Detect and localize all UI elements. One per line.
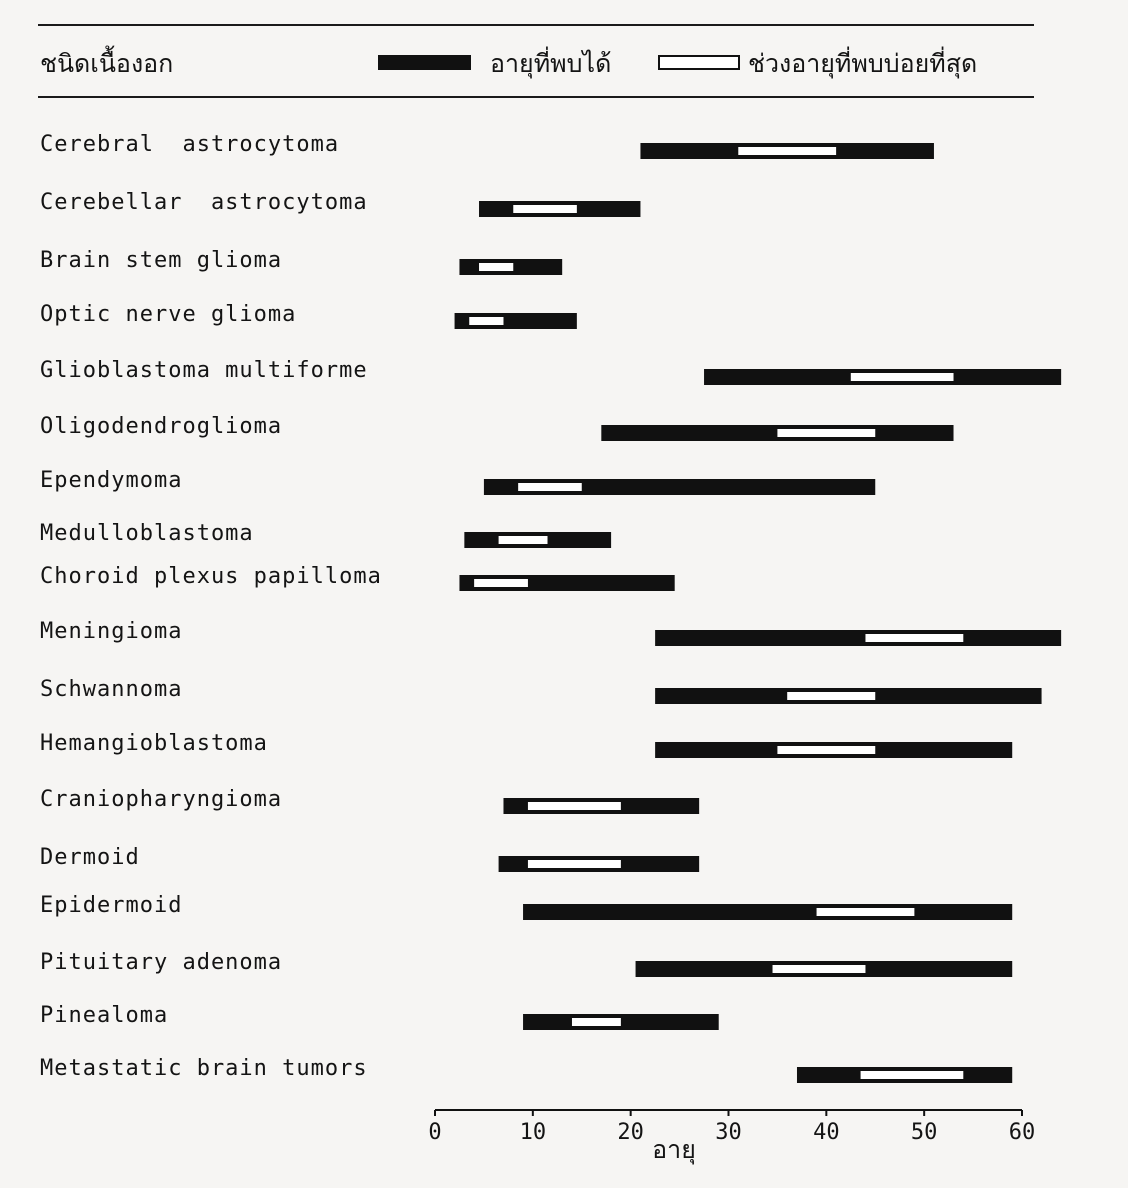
category-label: Pituitary adenoma bbox=[40, 950, 283, 975]
common-age-bar bbox=[513, 205, 577, 213]
range-bar bbox=[523, 904, 1012, 920]
common-age-bar bbox=[851, 373, 954, 381]
common-age-bar bbox=[469, 317, 503, 325]
category-label: Brain stem glioma bbox=[40, 248, 283, 273]
legend-range-label: อายุที่พบได้ bbox=[490, 49, 612, 78]
x-axis-title: อายุ bbox=[652, 1135, 696, 1164]
common-age-bar bbox=[479, 263, 513, 271]
category-label: Choroid plexus papilloma bbox=[40, 564, 382, 589]
legend-common-label: ช่วงอายุที่พบบ่อยที่สุด bbox=[748, 49, 978, 78]
common-age-bar bbox=[861, 1071, 964, 1079]
category-label: Craniopharyngioma bbox=[40, 787, 283, 812]
x-tick-label: 20 bbox=[617, 1120, 644, 1145]
common-age-bar bbox=[738, 147, 836, 155]
common-age-bar bbox=[787, 692, 875, 700]
category-label: Glioblastoma multiforme bbox=[40, 358, 368, 383]
category-label: Ependymoma bbox=[40, 468, 183, 493]
category-label: Oligodendroglioma bbox=[40, 414, 283, 439]
category-label: Cerebellar astrocytoma bbox=[40, 190, 368, 215]
common-age-bar bbox=[528, 802, 621, 810]
common-age-bar bbox=[474, 579, 528, 587]
common-age-bar bbox=[499, 536, 548, 544]
category-label: Epidermoid bbox=[40, 893, 183, 918]
category-label: Medulloblastoma bbox=[40, 521, 254, 546]
common-age-bar bbox=[777, 746, 875, 754]
category-label: Metastatic brain tumors bbox=[40, 1056, 368, 1081]
common-age-bar bbox=[865, 634, 963, 642]
common-age-bar bbox=[817, 908, 915, 916]
category-header: ชนิดเนื้องอก bbox=[40, 49, 174, 78]
x-tick-label: 40 bbox=[813, 1120, 840, 1145]
common-age-bar bbox=[773, 965, 866, 973]
category-label: Pinealoma bbox=[40, 1003, 169, 1028]
x-tick-label: 30 bbox=[715, 1120, 742, 1145]
category-label: Dermoid bbox=[40, 845, 140, 870]
category-label: Meningioma bbox=[40, 619, 183, 644]
common-age-bar bbox=[777, 429, 875, 437]
range-bar bbox=[601, 425, 953, 441]
common-age-bar bbox=[572, 1018, 621, 1026]
range-bar bbox=[655, 630, 1061, 646]
category-label: Cerebral astrocytoma bbox=[40, 132, 340, 157]
category-label: Hemangioblastoma bbox=[40, 731, 268, 756]
x-tick-label: 50 bbox=[910, 1120, 938, 1145]
common-age-bar bbox=[528, 860, 621, 868]
x-tick-label: 60 bbox=[1008, 1120, 1036, 1145]
common-age-bar bbox=[518, 483, 582, 491]
x-tick-label: 10 bbox=[519, 1120, 547, 1145]
category-label: Optic nerve glioma bbox=[40, 302, 297, 327]
x-tick-label: 0 bbox=[428, 1120, 442, 1145]
category-label: Schwannoma bbox=[40, 677, 183, 702]
